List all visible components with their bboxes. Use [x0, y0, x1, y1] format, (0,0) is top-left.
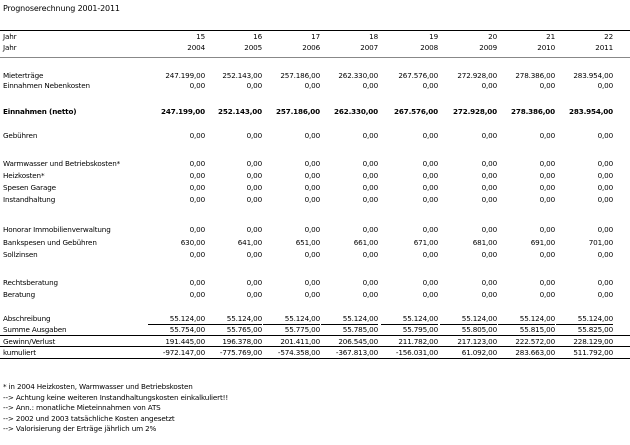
table-cell: 0,00	[597, 290, 613, 299]
table-cell: 0,00	[422, 250, 438, 259]
header-cell: 17	[311, 32, 320, 41]
table-cell: 0,00	[304, 81, 320, 90]
header-cell: 20	[488, 32, 497, 41]
table-cell: 0,00	[304, 195, 320, 204]
table-cell: 0,00	[597, 278, 613, 287]
table-cell: 661,00	[353, 238, 378, 247]
table-cell: 0,00	[481, 171, 497, 180]
table-cell: 0,00	[539, 278, 555, 287]
row-label: Gebühren	[3, 131, 38, 140]
table-cell: 0,00	[246, 183, 262, 192]
table-cell: 0,00	[304, 278, 320, 287]
table-cell: 252.143,00	[218, 107, 262, 116]
table-cell: 0,00	[246, 290, 262, 299]
table-cell: 0,00	[422, 225, 438, 234]
header-cell: 2011	[595, 43, 613, 52]
table-cell: -972.147,00	[162, 348, 205, 357]
total-rule	[0, 335, 630, 336]
table-cell: 0,00	[189, 131, 205, 140]
subtotal-rule	[440, 324, 497, 325]
table-cell: 206.545,00	[338, 337, 378, 346]
table-row	[0, 314, 630, 324]
table-cell: 0,00	[362, 225, 378, 234]
row-label: Einnahmen (netto)	[3, 107, 77, 116]
subtotal-rule	[205, 324, 262, 325]
table-cell: 0,00	[481, 250, 497, 259]
table-cell: 55.825,00	[577, 325, 613, 334]
table-cell: -574.358,00	[277, 348, 320, 357]
row-label: Mieterträge	[3, 71, 44, 80]
row-label: Summe Ausgaben	[3, 325, 67, 334]
table-cell: 196.378,00	[222, 337, 262, 346]
table-cell: 0,00	[362, 290, 378, 299]
table-cell: 0,00	[597, 195, 613, 204]
table-cell: 0,00	[481, 131, 497, 140]
table-cell: 252.143,00	[222, 71, 262, 80]
table-row	[0, 159, 630, 169]
header-cell: 19	[429, 32, 438, 41]
page-title: Prognoserechnung 2001-2011	[3, 4, 120, 13]
table-cell: 0,00	[422, 290, 438, 299]
table-cell: -367.813,00	[335, 348, 378, 357]
header-row-number	[0, 32, 630, 42]
subtotal-rule	[498, 324, 555, 325]
table-cell: 0,00	[597, 183, 613, 192]
table-cell: 0,00	[246, 159, 262, 168]
table-cell: 0,00	[189, 195, 205, 204]
table-cell: -156.031,00	[395, 348, 438, 357]
table-cell: 0,00	[539, 195, 555, 204]
table-cell: 0,00	[362, 131, 378, 140]
table-cell: 630,00	[180, 238, 205, 247]
table-cell: 0,00	[597, 171, 613, 180]
subtotal-rule	[381, 324, 438, 325]
table-cell: 247.199,00	[165, 71, 205, 80]
table-cell: 0,00	[246, 225, 262, 234]
row-label: Gewinn/Verlust	[3, 337, 56, 346]
table-cell: 262.330,00	[338, 71, 378, 80]
table-cell: 55.124,00	[169, 314, 205, 323]
table-cell: -775.769,00	[219, 348, 262, 357]
table-row	[0, 171, 630, 181]
table-cell: 0,00	[362, 81, 378, 90]
table-cell: 201.411,00	[280, 337, 320, 346]
table-cell: 257.186,00	[280, 71, 320, 80]
table-cell: 0,00	[189, 278, 205, 287]
table-cell: 55.775,00	[284, 325, 320, 334]
table-row	[0, 348, 630, 358]
header-cell: 22	[604, 32, 613, 41]
table-row	[0, 107, 630, 117]
table-cell: 0,00	[304, 250, 320, 259]
table-cell: 0,00	[422, 159, 438, 168]
table-cell: 55.124,00	[284, 314, 320, 323]
table-cell: 55.785,00	[342, 325, 378, 334]
table-cell: 0,00	[246, 250, 262, 259]
footnote: * in 2004 Heizkosten, Warmwasser und Betriebskosten	[3, 382, 193, 391]
table-cell: 0,00	[362, 183, 378, 192]
table-cell: 701,00	[588, 238, 613, 247]
table-cell: 0,00	[422, 183, 438, 192]
table-cell: 55.805,00	[461, 325, 497, 334]
table-cell: 0,00	[539, 159, 555, 168]
header-cell: 2009	[479, 43, 497, 52]
row-label: Spesen Garage	[3, 183, 56, 192]
table-cell: 0,00	[422, 278, 438, 287]
header-cell: 2004	[187, 43, 205, 52]
table-cell: 0,00	[304, 290, 320, 299]
subtotal-rule	[321, 324, 378, 325]
table-row	[0, 195, 630, 205]
table-cell: 0,00	[246, 195, 262, 204]
table-cell: 0,00	[304, 131, 320, 140]
table-row	[0, 278, 630, 288]
table-cell: 272.928,00	[457, 71, 497, 80]
table-cell: 55.124,00	[342, 314, 378, 323]
header-cell: 16	[253, 32, 262, 41]
table-cell: 267.576,00	[398, 71, 438, 80]
header-cell: 2006	[302, 43, 320, 52]
table-cell: 0,00	[422, 81, 438, 90]
table-cell: 641,00	[237, 238, 262, 247]
subtotal-rule	[556, 324, 613, 325]
table-cell: 55.124,00	[402, 314, 438, 323]
table-cell: 0,00	[481, 290, 497, 299]
table-cell: 55.795,00	[402, 325, 438, 334]
table-cell: 681,00	[472, 238, 497, 247]
table-cell: 691,00	[530, 238, 555, 247]
table-cell: 283.954,00	[573, 71, 613, 80]
table-cell: 272.928,00	[453, 107, 497, 116]
table-cell: 55.124,00	[519, 314, 555, 323]
header-cell: 15	[196, 32, 205, 41]
table-cell: 257.186,00	[276, 107, 320, 116]
table-cell: 283.663,00	[515, 348, 555, 357]
table-cell: 0,00	[539, 290, 555, 299]
table-cell: 55.124,00	[461, 314, 497, 323]
table-cell: 61.092,00	[461, 348, 497, 357]
table-cell: 222.572,00	[515, 337, 555, 346]
row-label: Sollzinsen	[3, 250, 38, 259]
table-cell: 0,00	[304, 225, 320, 234]
header-row-year	[0, 43, 630, 53]
table-cell: 0,00	[539, 171, 555, 180]
table-cell: 0,00	[362, 195, 378, 204]
table-row	[0, 183, 630, 193]
subtotal-rule	[263, 324, 320, 325]
table-cell: 651,00	[295, 238, 320, 247]
table-cell: 191.445,00	[165, 337, 205, 346]
table-cell: 0,00	[422, 171, 438, 180]
table-cell: 0,00	[597, 159, 613, 168]
header-cell: 21	[546, 32, 555, 41]
table-cell: 0,00	[481, 195, 497, 204]
table-cell: 0,00	[362, 278, 378, 287]
row-label: Honorar Immobilienverwaltung	[3, 225, 111, 234]
table-cell: 0,00	[597, 81, 613, 90]
table-row	[0, 81, 630, 91]
table-cell: 0,00	[539, 81, 555, 90]
table-cell: 0,00	[422, 195, 438, 204]
table-cell: 228.129,00	[573, 337, 613, 346]
table-cell: 671,00	[413, 238, 438, 247]
table-cell: 0,00	[481, 159, 497, 168]
row-label: Beratung	[3, 290, 36, 299]
table-cell: 0,00	[597, 250, 613, 259]
header-cell: 2008	[420, 43, 438, 52]
table-cell: 0,00	[189, 159, 205, 168]
table-cell: 55.754,00	[169, 325, 205, 334]
table-cell: 55.815,00	[519, 325, 555, 334]
table-row	[0, 71, 630, 81]
header-label: Jahr	[3, 32, 17, 41]
table-cell: 0,00	[304, 159, 320, 168]
table-row	[0, 325, 630, 335]
table-cell: 0,00	[597, 225, 613, 234]
table-cell: 262.330,00	[334, 107, 378, 116]
header-label: Jahr	[3, 43, 17, 52]
table-top-rule	[0, 30, 630, 31]
table-cell: 0,00	[481, 278, 497, 287]
table-cell: 0,00	[362, 250, 378, 259]
table-cell: 283.954,00	[569, 107, 613, 116]
header-cell: 2005	[244, 43, 262, 52]
table-cell: 0,00	[422, 131, 438, 140]
table-cell: 511.792,00	[573, 348, 613, 357]
result-rule	[0, 346, 630, 347]
table-cell: 0,00	[189, 171, 205, 180]
table-row	[0, 131, 630, 141]
table-cell: 0,00	[246, 171, 262, 180]
table-cell: 0,00	[189, 183, 205, 192]
row-label: Einnahmen Nebenkosten	[3, 81, 90, 90]
table-cell: 0,00	[189, 290, 205, 299]
footnotes	[3, 382, 228, 435]
footnote: --> Valorisierung der Erträge jährlich um 2%	[3, 424, 157, 433]
table-cell: 0,00	[189, 225, 205, 234]
table-row	[0, 225, 630, 235]
header-bottom-rule	[0, 57, 630, 58]
header-cell: 2010	[537, 43, 555, 52]
table-cell: 0,00	[246, 81, 262, 90]
row-label: Rechtsberatung	[3, 278, 58, 287]
table-cell: 247.199,00	[161, 107, 205, 116]
table-cell: 0,00	[539, 225, 555, 234]
table-cell: 0,00	[304, 183, 320, 192]
row-label: Instandhaltung	[3, 195, 56, 204]
table-cell: 0,00	[246, 278, 262, 287]
header-cell: 2007	[360, 43, 378, 52]
table-row	[0, 238, 630, 248]
row-label: kumuliert	[3, 348, 36, 357]
table-cell: 0,00	[362, 159, 378, 168]
table-cell: 278.386,00	[515, 71, 555, 80]
table-cell: 267.576,00	[394, 107, 438, 116]
table-cell: 55.765,00	[226, 325, 262, 334]
footnote: --> 2002 und 2003 tatsächliche Kosten angesetzt	[3, 413, 175, 423]
table-cell: 211.782,00	[398, 337, 438, 346]
row-label: Warmwasser und Betriebskosten*	[3, 159, 121, 168]
table-cell: 217.123,00	[457, 337, 497, 346]
row-label: Bankspesen und Gebühren	[3, 238, 97, 247]
footnote: --> Ann.: monatliche Mieteinnahmen von ATS	[3, 403, 161, 412]
table-cell: 0,00	[539, 250, 555, 259]
table-cell: 0,00	[539, 131, 555, 140]
table-row	[0, 250, 630, 260]
footnote: --> Achtung keine weiteren Instandhaltungskosten einkalkuliert!!	[3, 392, 229, 402]
table-cell: 0,00	[481, 183, 497, 192]
table-bottom-rule	[0, 358, 630, 359]
table-cell: 0,00	[597, 131, 613, 140]
table-cell: 0,00	[481, 81, 497, 90]
row-label: Abschreibung	[3, 314, 51, 323]
table-cell: 0,00	[304, 171, 320, 180]
table-cell: 0,00	[481, 225, 497, 234]
table-cell: 55.124,00	[226, 314, 262, 323]
table-cell: 0,00	[189, 250, 205, 259]
row-label: Heizkosten*	[3, 171, 45, 180]
table-cell: 0,00	[539, 183, 555, 192]
table-cell: 55.124,00	[577, 314, 613, 323]
header-cell: 18	[369, 32, 378, 41]
table-cell: 0,00	[246, 131, 262, 140]
table-cell: 0,00	[189, 81, 205, 90]
table-cell: 278.386,00	[511, 107, 555, 116]
table-cell: 0,00	[362, 171, 378, 180]
table-row	[0, 290, 630, 300]
subtotal-rule	[148, 324, 205, 325]
